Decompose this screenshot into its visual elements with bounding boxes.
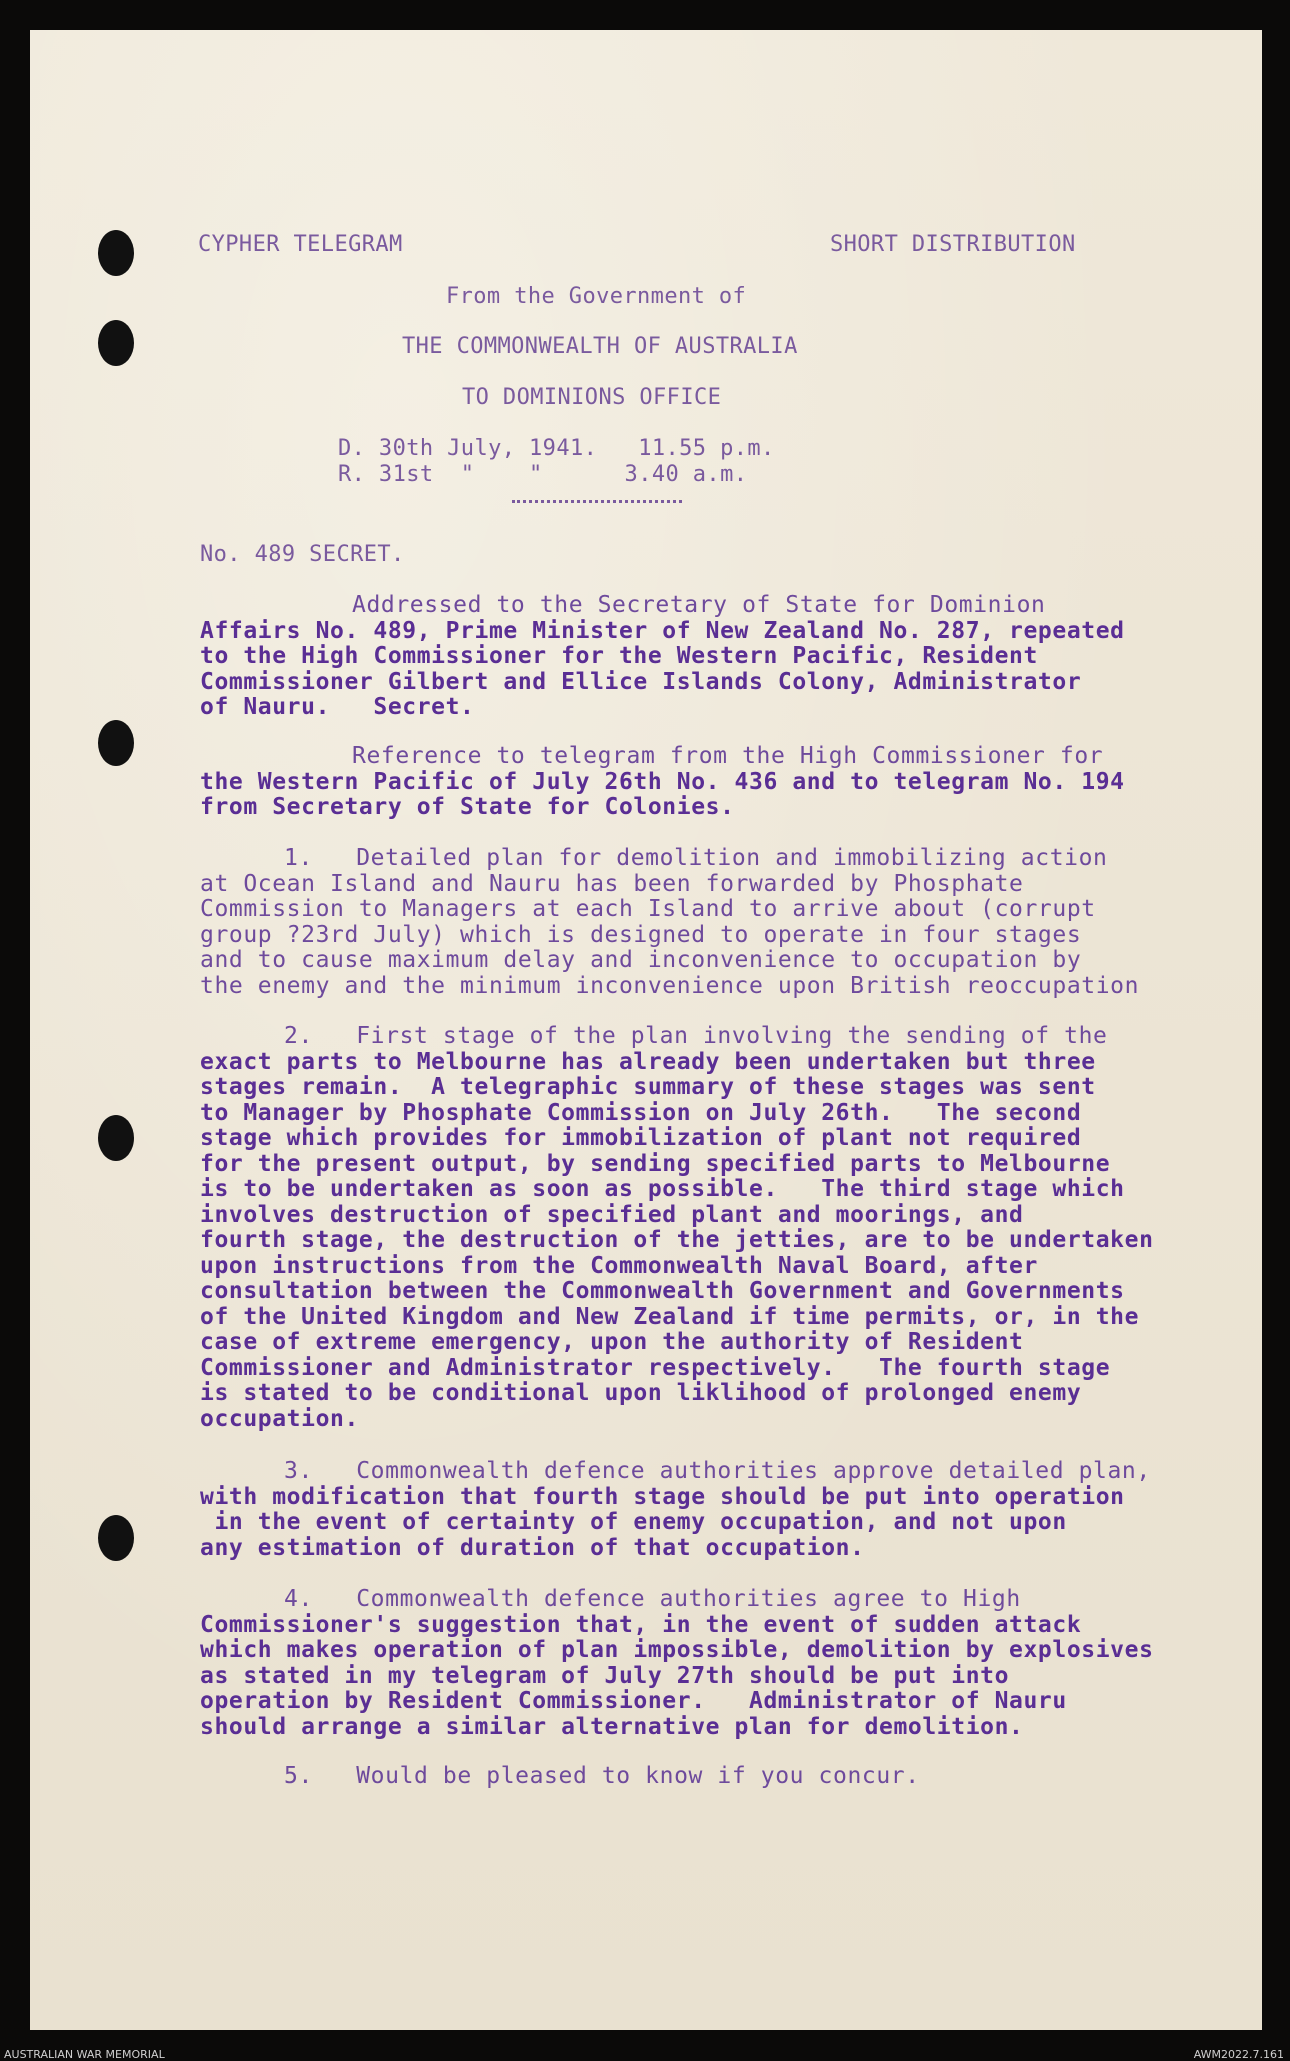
paragraph-p4-line: stages remain. A telegraphic summary of these stages was sent	[200, 1074, 1096, 1100]
paragraph-p1-line: Addressed to the Secretary of State for Dominion	[352, 592, 1046, 618]
despatched-line: D. 30th July, 1941. 11.55 p.m.	[338, 436, 775, 461]
reference-number: No. 489 SECRET.	[200, 542, 405, 567]
distribution-label: SHORT DISTRIBUTION	[830, 232, 1076, 257]
paragraph-p4-line: 2. First stage of the plan involving the sending of the	[284, 1023, 1108, 1049]
punch-hole	[98, 720, 134, 766]
punch-hole	[98, 1115, 134, 1161]
paragraph-p4-line: exact parts to Melbourne has already been undertaken but three	[200, 1048, 1096, 1075]
footer-left: AUSTRALIAN WAR MEMORIAL	[4, 2048, 165, 2061]
paragraph-p1-line: Affairs No. 489, Prime Minister of New Zealand No. 287, repeated	[200, 617, 1125, 644]
paragraph-p4-line: case of extreme emergency, upon the authority of Resident	[200, 1329, 1024, 1355]
paragraph-p3-line: at Ocean Island and Nauru has been forwarded by Phosphate	[200, 870, 1024, 897]
to-line: TO DOMINIONS OFFICE	[462, 385, 722, 410]
paragraph-p7-line: 5. Would be pleased to know if you concur.	[284, 1763, 920, 1789]
received-line: R. 31st " " 3.40 a.m.	[338, 462, 748, 487]
paragraph-p4-line: occupation.	[200, 1405, 359, 1432]
paragraph-p2-line: from Secretary of State for Colonies.	[200, 794, 735, 820]
paragraph-p4-line: of the United Kingdom and New Zealand if time permits, or, in the	[200, 1303, 1140, 1330]
paragraph-p6-line: Commissioner's suggestion that, in the event of sudden attack	[200, 1611, 1082, 1638]
paragraph-p6-line: 4. Commonwealth defence authorities agree to High	[284, 1586, 1021, 1612]
header-divider	[512, 500, 682, 506]
paragraph-p4-line: for the present output, by sending specified parts to Melbourne	[200, 1150, 1111, 1177]
paragraph-p5-line: 3. Commonwealth defence authorities approve detailed plan,	[284, 1458, 1151, 1484]
paragraph-p4-line: upon instructions from the Commonwealth Naval Board, after	[200, 1252, 1038, 1279]
paragraph-p6-line: should arrange a similar alternative plan for demolition.	[200, 1713, 1024, 1740]
paragraph-p2-line: Reference to telegram from the High Commissioner for	[352, 743, 1104, 769]
paragraph-p4-line: fourth stage, the destruction of the jetties, are to be undertaken	[200, 1227, 1154, 1253]
paragraph-p3-line: 1. Detailed plan for demolition and immobilizing action	[284, 845, 1108, 871]
paragraph-p4-line: to Manager by Phosphate Commission on July 26th. The second	[200, 1099, 1082, 1126]
paragraph-p1-line: of Nauru. Secret.	[200, 694, 475, 720]
paragraph-p3-line: group ?23rd July) which is designed to operate in four stages	[200, 921, 1082, 948]
punch-hole	[98, 230, 134, 276]
paragraph-p3-line: and to cause maximum delay and inconvenience to occupation by	[200, 947, 1082, 973]
paragraph-p4-line: stage which provides for immobilization of plant not required	[200, 1125, 1082, 1151]
paragraph-p4-line: involves destruction of specified plant and moorings, and	[200, 1201, 1024, 1228]
from-line: From the Government of	[446, 284, 747, 309]
paragraph-p4-line: Commissioner and Administrator respectively. The fourth stage	[200, 1354, 1111, 1381]
paragraph-p4-line: consultation between the Commonwealth Government and Governments	[200, 1278, 1125, 1304]
punch-hole	[98, 1515, 134, 1561]
punch-hole	[98, 320, 134, 366]
paragraph-p3-line: the enemy and the minimum inconvenience upon British reoccupation	[200, 972, 1140, 999]
paragraph-p1-line: Commissioner Gilbert and Ellice Islands Colony, Administrator	[200, 668, 1082, 695]
paragraph-p2-line: the Western Pacific of July 26th No. 436 and to telegram No. 194	[200, 768, 1125, 795]
footer-right: AWM2022.7.161	[1193, 2048, 1284, 2061]
paragraph-p5-line: in the event of certainty of enemy occupation, and not upon	[200, 1509, 1067, 1535]
paragraph-p4-line: is stated to be conditional upon liklihood of prolonged enemy	[200, 1380, 1082, 1406]
paragraph-p5-line: any estimation of duration of that occupation.	[200, 1534, 865, 1561]
paragraph-p6-line: as stated in my telegram of July 27th should be put into	[200, 1662, 1010, 1689]
paragraph-p3-line: Commission to Managers at each Island to arrive about (corrupt	[200, 896, 1096, 922]
government-line: THE COMMONWEALTH OF AUSTRALIA	[402, 334, 798, 359]
paragraph-p1-line: to the High Commissioner for the Western Pacific, Resident	[200, 643, 1038, 669]
paragraph-p4-line: is to be undertaken as soon as possible. The third stage which	[200, 1176, 1125, 1202]
paragraph-p6-line: which makes operation of plan impossible, demolition by explosives	[200, 1637, 1154, 1663]
cypher-telegram-label: CYPHER TELEGRAM	[198, 232, 403, 257]
paragraph-p6-line: operation by Resident Commissioner. Administrator of Nauru	[200, 1688, 1067, 1714]
paragraph-p5-line: with modification that fourth stage should be put into operation	[200, 1483, 1125, 1510]
